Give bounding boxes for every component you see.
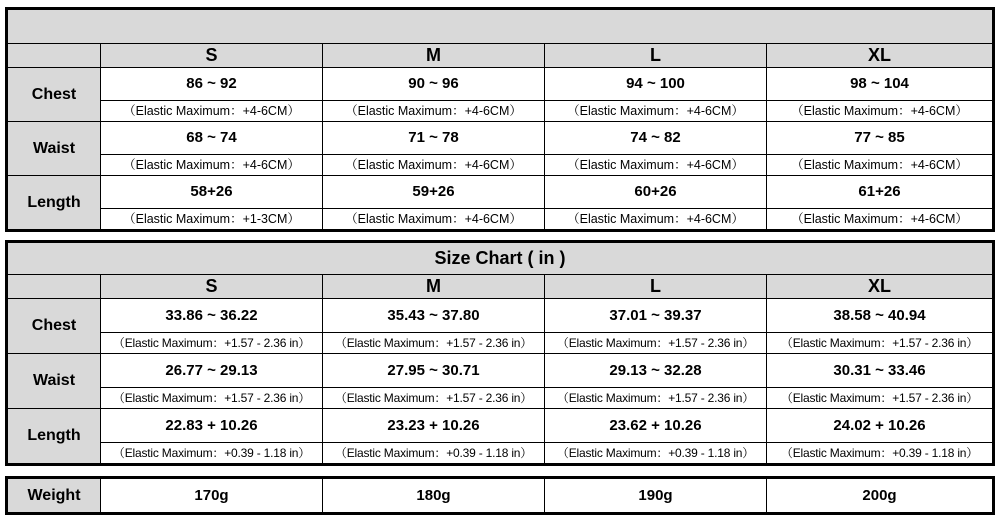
corner-cell xyxy=(8,275,101,299)
elastic-note: （Elastic Maximum：+4-6CM） xyxy=(767,100,992,121)
elastic-note: （Elastic Maximum：+4-6CM） xyxy=(545,208,766,229)
elastic-note: （Elastic Maximum：+1.57 - 2.36 in） xyxy=(323,332,544,353)
elastic-note: （Elastic Maximum：+0.39 - 1.18 in） xyxy=(323,442,544,463)
elastic-note: （Elastic Maximum：+4-6CM） xyxy=(101,154,322,175)
chart-title-in: Size Chart ( in ) xyxy=(8,243,993,275)
elastic-note: （Elastic Maximum：+4-6CM） xyxy=(545,154,766,175)
weight-value: 170g xyxy=(101,479,323,513)
row-label-length: Length xyxy=(8,176,101,230)
elastic-note: （Elastic Maximum：+1.57 - 2.36 in） xyxy=(101,387,322,408)
row-label-chest: Chest xyxy=(8,68,101,122)
size-header: XL xyxy=(767,275,993,299)
size-header: L xyxy=(545,44,767,68)
table-row xyxy=(8,354,993,409)
elastic-note: （Elastic Maximum：+0.39 - 1.18 in） xyxy=(101,442,322,463)
elastic-note: （Elastic Maximum：+4-6CM） xyxy=(545,100,766,121)
measure-value: 27.95 ~ 30.71 xyxy=(387,361,480,379)
measure-value: 77 ~ 85 xyxy=(854,129,905,146)
measure-value: 37.01 ~ 39.37 xyxy=(609,306,702,324)
size-header: S xyxy=(101,44,323,68)
size-chart-in xyxy=(5,240,995,466)
measure-value: 22.83 + 10.26 xyxy=(165,416,258,434)
size-header: XL xyxy=(767,44,993,68)
size-header: M xyxy=(323,44,545,68)
measure-value: 30.31 ~ 33.46 xyxy=(833,361,926,379)
size-chart-cm xyxy=(5,7,995,232)
table-row xyxy=(8,176,993,230)
measure-value: 35.43 ~ 37.80 xyxy=(387,306,480,324)
measure-value: 74 ~ 82 xyxy=(630,129,681,146)
elastic-note: （Elastic Maximum：+0.39 - 1.18 in） xyxy=(767,442,992,463)
measure-value: 23.23 + 10.26 xyxy=(387,416,480,434)
weight-value: 190g xyxy=(545,479,767,513)
elastic-note: （Elastic Maximum：+1.57 - 2.36 in） xyxy=(323,387,544,408)
elastic-note: （Elastic Maximum：+4-6CM） xyxy=(323,100,544,121)
corner-cell xyxy=(8,44,101,68)
measure-value: 61+26 xyxy=(858,183,901,200)
row-label-waist: Waist xyxy=(8,122,101,176)
weight-value: 180g xyxy=(323,479,545,513)
table-row xyxy=(8,68,993,122)
measure-value: 68 ~ 74 xyxy=(186,129,237,146)
row-label-length: Length xyxy=(8,409,101,464)
row-label-chest: Chest xyxy=(8,299,101,354)
chart-title-cm xyxy=(8,10,993,44)
size-header: S xyxy=(101,275,323,299)
weight-value: 200g xyxy=(767,479,993,513)
elastic-note: （Elastic Maximum：+1.57 - 2.36 in） xyxy=(545,332,766,353)
table-row xyxy=(8,409,993,464)
elastic-note: （Elastic Maximum：+1.57 - 2.36 in） xyxy=(545,387,766,408)
elastic-note: （Elastic Maximum：+4-6CM） xyxy=(767,208,992,229)
row-label-waist: Waist xyxy=(8,354,101,409)
size-header: M xyxy=(323,275,545,299)
elastic-note: （Elastic Maximum：+1.57 - 2.36 in） xyxy=(101,332,322,353)
measure-value: 58+26 xyxy=(190,183,233,200)
elastic-note: （Elastic Maximum：+1.57 - 2.36 in） xyxy=(767,387,992,408)
measure-value: 24.02 + 10.26 xyxy=(833,416,926,434)
measure-value: 23.62 + 10.26 xyxy=(609,416,702,434)
row-label-weight: Weight xyxy=(8,479,101,513)
size-header: L xyxy=(545,275,767,299)
measure-value: 90 ~ 96 xyxy=(408,75,459,92)
elastic-note: （Elastic Maximum：+4-6CM） xyxy=(767,154,992,175)
elastic-note: （Elastic Maximum：+0.39 - 1.18 in） xyxy=(545,442,766,463)
elastic-note: （Elastic Maximum：+1.57 - 2.36 in） xyxy=(767,332,992,353)
measure-value: 60+26 xyxy=(634,183,677,200)
table-row xyxy=(8,122,993,176)
elastic-note: （Elastic Maximum：+4-6CM） xyxy=(101,100,322,121)
measure-value: 26.77 ~ 29.13 xyxy=(165,361,258,379)
measure-value: 94 ~ 100 xyxy=(626,75,685,92)
measure-value: 29.13 ~ 32.28 xyxy=(609,361,702,379)
elastic-note: （Elastic Maximum：+4-6CM） xyxy=(323,208,544,229)
weight-table xyxy=(5,476,995,515)
measure-value: 33.86 ~ 36.22 xyxy=(165,306,258,324)
elastic-note: （Elastic Maximum：+4-6CM） xyxy=(323,154,544,175)
table-row xyxy=(8,479,993,513)
measure-value: 71 ~ 78 xyxy=(408,129,459,146)
measure-value: 86 ~ 92 xyxy=(186,75,237,92)
measure-value: 38.58 ~ 40.94 xyxy=(833,306,926,324)
measure-value: 59+26 xyxy=(412,183,455,200)
measure-value: 98 ~ 104 xyxy=(850,75,909,92)
table-row xyxy=(8,299,993,354)
elastic-note: （Elastic Maximum：+1-3CM） xyxy=(101,208,322,229)
